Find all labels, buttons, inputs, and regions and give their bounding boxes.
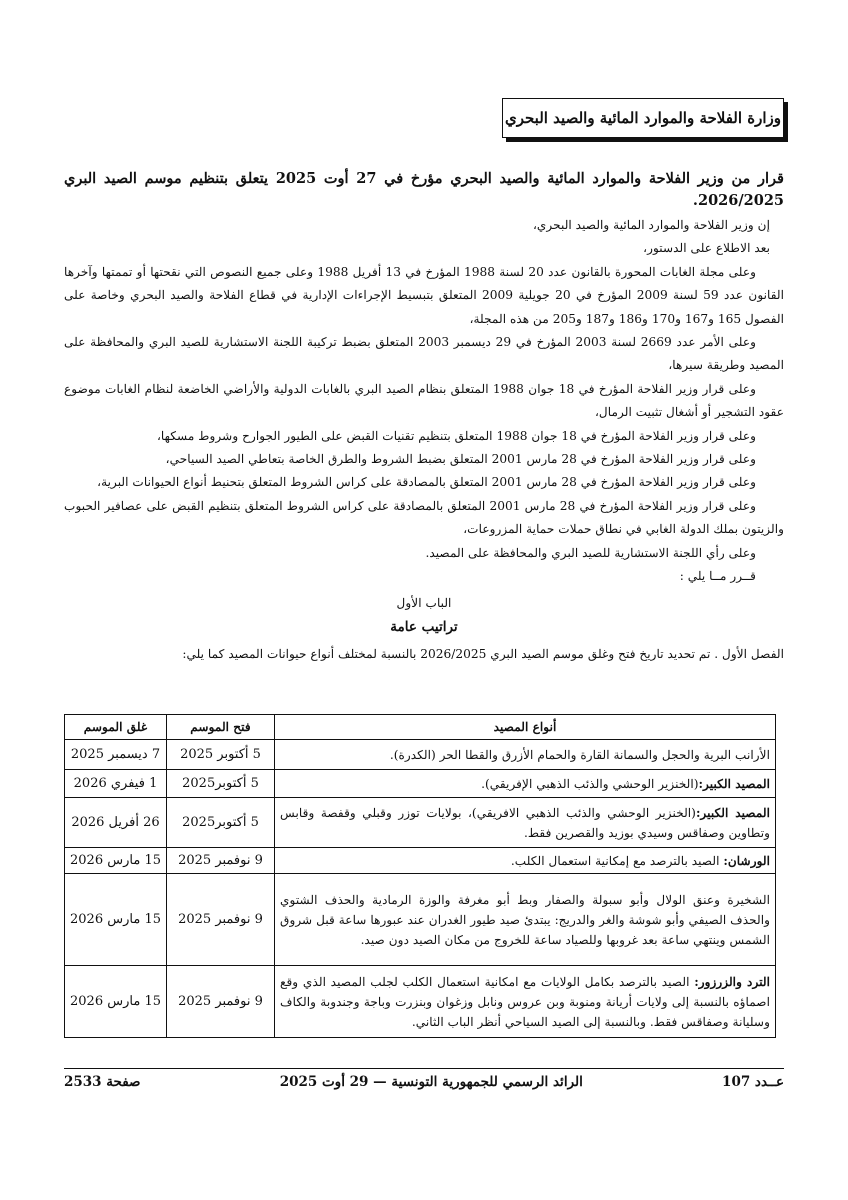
game-type-cell: المصيد الكبير:(الخنزير الوحشي والذئب الذهبي الافريقي)، بولايات توزر وقبلي وقفصة وقابس وتطاوين وصفاقس وسيدي بوزيد والقصرين فقط. bbox=[274, 798, 775, 848]
preamble-grain-birds: وعلى قرار وزير الفلاحة المؤرخ في 28 مارس 2001 المتعلق بالمصادقة على كراس الشروط المتعلق بتنظيم القبض على عصافير الحبوب والزيتون بملك الدولة الغابي في نطاق حملات حماية المزروعات، bbox=[64, 498, 784, 537]
header-game-type: أنواع المصيد bbox=[274, 715, 775, 740]
preamble-constitution: بعد الاطلاع على الدستور، bbox=[643, 241, 770, 256]
chapter-label: الباب الأول bbox=[396, 595, 452, 610]
table-row bbox=[65, 740, 776, 770]
open-date-cell: 5 أكتوبر 2025 bbox=[167, 740, 275, 770]
preamble-order-2669: وعلى الأمر عدد 2669 لسنة 2003 المؤرخ في 29 ديسمبر 2003 المتعلق بضبط تركيبة اللجنة الاستشارية للصيد البري والمحافظة على المصيد وطريقة سيرها، bbox=[64, 335, 784, 373]
header-season-close: غلق الموسم bbox=[65, 715, 167, 740]
preamble-hunting-regime: وعلى قرار وزير الفلاحة المؤرخ في 18 جوان 1988 المتعلق بنظام الصيد البري بالغابات الدولية والأراضي الخاضعة لنظام الغابات موضوع عقود التشجير أو أشغال تثبيت الرمال، bbox=[64, 381, 784, 420]
open-date-cell: 9 نوفمبر 2025 bbox=[167, 848, 275, 874]
close-date-cell: 15 مارس 2026 bbox=[65, 874, 167, 966]
table-row bbox=[65, 966, 776, 1038]
preamble-taxidermy: وعلى قرار وزير الفلاحة المؤرخ في 28 مارس 2001 المتعلق بالمصادقة على كراس الشروط المتعلق بتحنيط أنواع الحيوانات البرية، bbox=[97, 475, 756, 490]
table-row bbox=[65, 770, 776, 798]
open-date-cell: 5 أكتوبر2025 bbox=[167, 770, 275, 798]
header-season-open: فتح الموسم bbox=[167, 715, 275, 740]
chapter-title: تراتيب عامة bbox=[390, 618, 458, 635]
preamble-forest-code: وعلى مجلة الغابات المحورة بالقانون عدد 20 لسنة 1988 المؤرخ في 13 أفريل 1988 وعلى جميع النصوص التي نقحتها أو تممتها وآخرها القانون عدد 59 لسنة 2009 المؤرخ في 20 جويلية 2009 المتعلق بتبسيط الإجراءات الإدارية في قطاع الفلاحة والصيد البحري وخاصة على الفصول 165 و167 و170 و186 و187 و205 من هذه المجلة، bbox=[64, 264, 784, 326]
footer-page-number: صفحة 2533 bbox=[64, 1074, 141, 1090]
close-date-cell: 1 فيفري 2026 bbox=[65, 770, 167, 798]
close-date-cell: 26 أفريل 2026 bbox=[65, 798, 167, 848]
table-header-row bbox=[65, 715, 776, 740]
decree-body bbox=[64, 214, 784, 667]
table-row bbox=[65, 874, 776, 966]
open-date-cell: 9 نوفمبر 2025 bbox=[167, 874, 275, 966]
footer-issue-number: عــدد 107 bbox=[722, 1074, 784, 1090]
game-type-cell: الشخيرة وعنق الولال وأبو سبولة والصفار وبط أبو مغرفة والوزة الرمادية والحذف الشتوي والحذف الصيفي وأبو شوشة والغر والدريج: يبتدئ صيد طيور الغدران عند عبورها ساعة قبل شروق الشمس وينتهي ساعة بعد غروبها وللصياد ساعة للخروج من مكان الصيد دون صيد. bbox=[274, 874, 775, 966]
ministry-header: وزارة الفلاحة والموارد المائية والصيد البحري bbox=[502, 98, 784, 138]
close-date-cell: 15 مارس 2026 bbox=[65, 848, 167, 874]
game-type-cell: المصيد الكبير:(الخنزير الوحشي والذئب الذهبي الإفريقي). bbox=[274, 770, 775, 798]
open-date-cell: 5 أكتوبر2025 bbox=[167, 798, 275, 848]
article-1: الفصل الأول . تم تحديد تاريخ فتح وغلق موسم الصيد البري 2026/2025 بالنسبة لمختلف أنواع حيوانات المصيد كما يلي: bbox=[182, 647, 784, 662]
close-date-cell: 15 مارس 2026 bbox=[65, 966, 167, 1038]
hunting-season-table bbox=[64, 714, 776, 1038]
game-type-cell: الأرانب البرية والحجل والسمانة القارة والحمام الأزرق والقطا الحر (الكدرة). bbox=[274, 740, 775, 770]
close-date-cell: 7 ديسمبر 2025 bbox=[65, 740, 167, 770]
preamble-raptors: وعلى قرار وزير الفلاحة المؤرخ في 18 جوان 1988 المتعلق بتنظيم تقنيات القبض على الطيور الجوارح وشروط مسكها، bbox=[156, 428, 756, 443]
game-type-cell: الورشان: الصيد بالترصد مع إمكانية استعمال الكلب. bbox=[274, 848, 775, 874]
footer-divider bbox=[64, 1068, 784, 1069]
table-row bbox=[65, 798, 776, 848]
table-row bbox=[65, 848, 776, 874]
footer-journal-date: الرائد الرسمي للجمهورية التونسية — 29 أوت 2025 bbox=[279, 1074, 583, 1090]
open-date-cell: 9 نوفمبر 2025 bbox=[167, 966, 275, 1038]
preamble-committee-opinion: وعلى رأي اللجنة الاستشارية للصيد البري والمحافظة على المصيد. bbox=[425, 545, 756, 560]
preamble-tourist-hunting: وعلى قرار وزير الفلاحة المؤرخ في 28 مارس 2001 المتعلق بضبط الشروط والطرق الخاصة بتعاطي الصيد السياحي، bbox=[165, 452, 756, 467]
decree-title: قرار من وزير الفلاحة والموارد المائية والصيد البحري مؤرخ في 27 أوت 2025 يتعلق بتنظيم موسم الصيد البري 2026/2025. bbox=[64, 170, 784, 209]
preamble-minister: إن وزير الفلاحة والموارد المائية والصيد البحري، bbox=[532, 218, 770, 232]
game-type-cell: الترد والزرزور: الصيد بالترصد بكامل الولايات مع امكانية استعمال الكلب لجلب المصيد الذي وقع اصماؤه بالنسبة إلى ولايات أريانة ومنوبة وبن عروس ونابل وزغوان وبنزرت وباجة وجندوبة والكاف وسليانة وصفاقس فقط. وبالنسبة إلى الصيد السياحي أنظر الباب الثاني. bbox=[274, 966, 775, 1038]
page-footer bbox=[64, 1074, 784, 1090]
decides-line: قــرر مــا يلي : bbox=[679, 569, 756, 584]
